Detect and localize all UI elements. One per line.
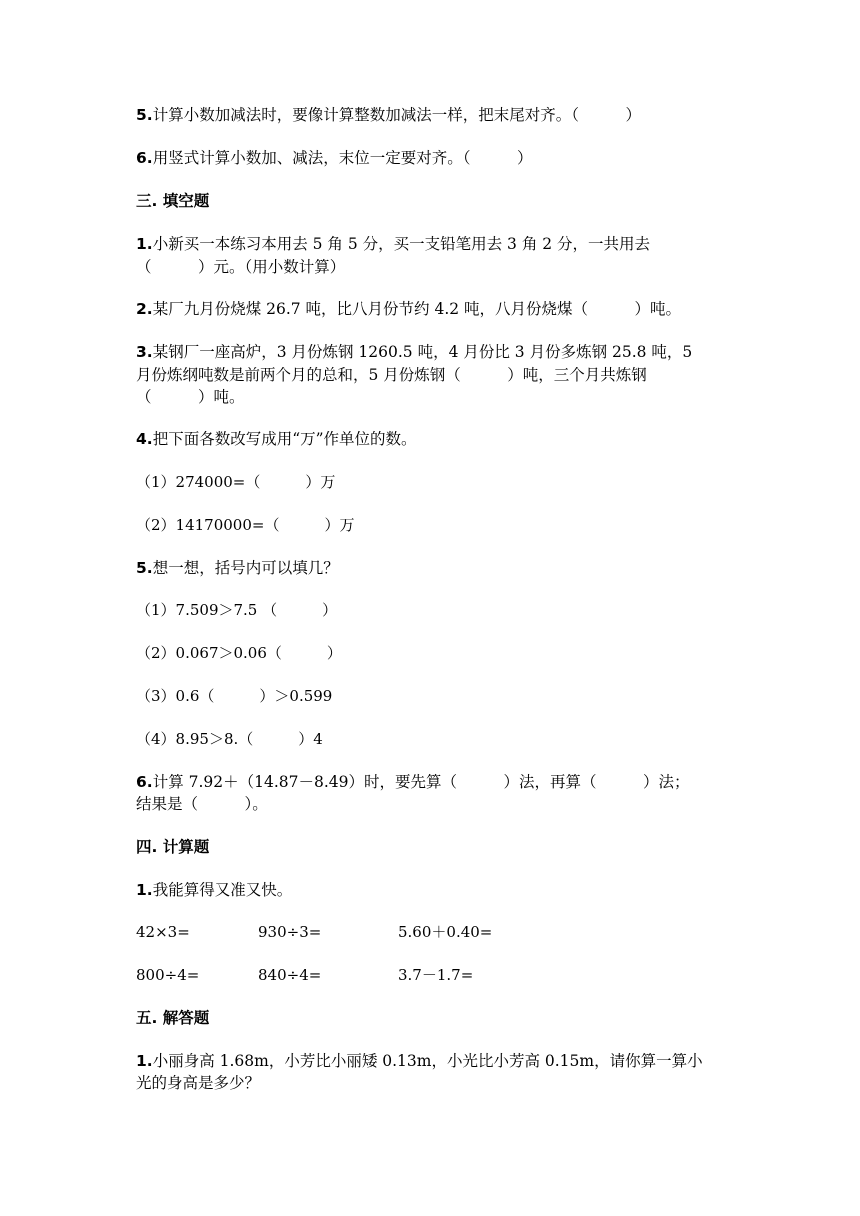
question-text: 想一想，括号内可以填几？ — [152, 559, 339, 577]
fill-question-5-item-1: （1）7.509＞7.5 （ ） — [136, 601, 338, 619]
answer-question-1-line2: 光的身高是多少？ — [136, 1074, 261, 1092]
fill-question-6-line2: 结果是（ ）。 — [136, 795, 268, 813]
fill-question-1-line1 — [136, 233, 650, 255]
fill-question-5-item-2: （2）0.067＞0.06（ ） — [136, 644, 342, 662]
question-number: 6. — [136, 773, 153, 791]
fill-question-6-line1 — [136, 771, 690, 793]
fill-question-4-item-2: （2）14170000=（ ）万 — [136, 516, 355, 534]
question-number: 1. — [136, 1052, 153, 1070]
calc-item: 3.7－1.7= — [398, 966, 474, 984]
question-text: 某厂九月份烧煤 26.7 吨，比八月份节约 4.2 吨，八月份烧煤（ ）吨。 — [152, 300, 682, 318]
question-number: 5. — [136, 106, 153, 124]
section-5-title: 五. 解答题 — [136, 1009, 210, 1027]
answer-question-1-line1 — [136, 1050, 703, 1072]
question-text: 我能算得又准又快。 — [152, 881, 293, 899]
calc-item: 800÷4= — [136, 966, 200, 984]
question-text: 用竖式计算小数加、减法，末位一定要对齐。（ ） — [152, 149, 533, 167]
question-number: 1. — [136, 235, 153, 253]
fill-question-5 — [136, 557, 339, 579]
judge-question-5 — [136, 104, 641, 126]
question-number: 1. — [136, 881, 153, 899]
section-4-title: 四. 计算题 — [136, 838, 210, 856]
judge-question-6 — [136, 147, 532, 169]
question-text: 计算 7.92＋（14.87－8.49）时，要先算（ ）法，再算（ ）法； — [152, 773, 690, 791]
calc-item: 5.60＋0.40= — [398, 923, 493, 941]
fill-question-5-item-4: （4）8.95＞8.（ ）4 — [136, 730, 323, 748]
fill-question-4 — [136, 428, 417, 450]
fill-question-3-line3: （ ）吨。 — [136, 388, 245, 406]
question-text: 计算小数加减法时，要像计算整数加减法一样，把末尾对齐。（ ） — [152, 106, 641, 124]
calc-item: 42×3= — [136, 923, 190, 941]
question-text: 小新买一本练习本用去 5 角 5 分，买一支铅笔用去 3 角 2 分，一共用去 — [152, 235, 651, 253]
calc-item: 840÷4= — [258, 966, 322, 984]
fill-question-5-item-3: （3）0.6（ ）＞0.599 — [136, 687, 333, 705]
question-number: 6. — [136, 149, 153, 167]
fill-question-3-line1 — [136, 341, 692, 363]
question-number: 2. — [136, 300, 153, 318]
question-text: 某钢厂一座高炉，3 月份炼钢 1260.5 吨，4 月份比 3 月份多炼钢 25.8 吨，5 — [152, 343, 693, 361]
fill-question-2 — [136, 298, 681, 320]
question-number: 3. — [136, 343, 153, 361]
calc-question-1 — [136, 879, 292, 901]
fill-question-1-line2: （ ）元。（用小数计算） — [136, 258, 346, 276]
question-number: 5. — [136, 559, 153, 577]
question-text: 把下面各数改写成用“万”作单位的数。 — [152, 430, 417, 448]
question-number: 4. — [136, 430, 153, 448]
calc-item: 930÷3= — [258, 923, 322, 941]
fill-question-4-item-1: （1）274000=（ ）万 — [136, 473, 336, 491]
section-3-title: 三. 填空题 — [136, 192, 210, 210]
fill-question-3-line2: 月份炼纲吨数是前两个月的总和，5 月份炼钢（ ）吨，三个月共炼钢 — [136, 366, 647, 384]
question-text: 小丽身高 1.68m，小芳比小丽矮 0.13m，小光比小芳高 0.15m，请你算一算小 — [152, 1052, 703, 1070]
